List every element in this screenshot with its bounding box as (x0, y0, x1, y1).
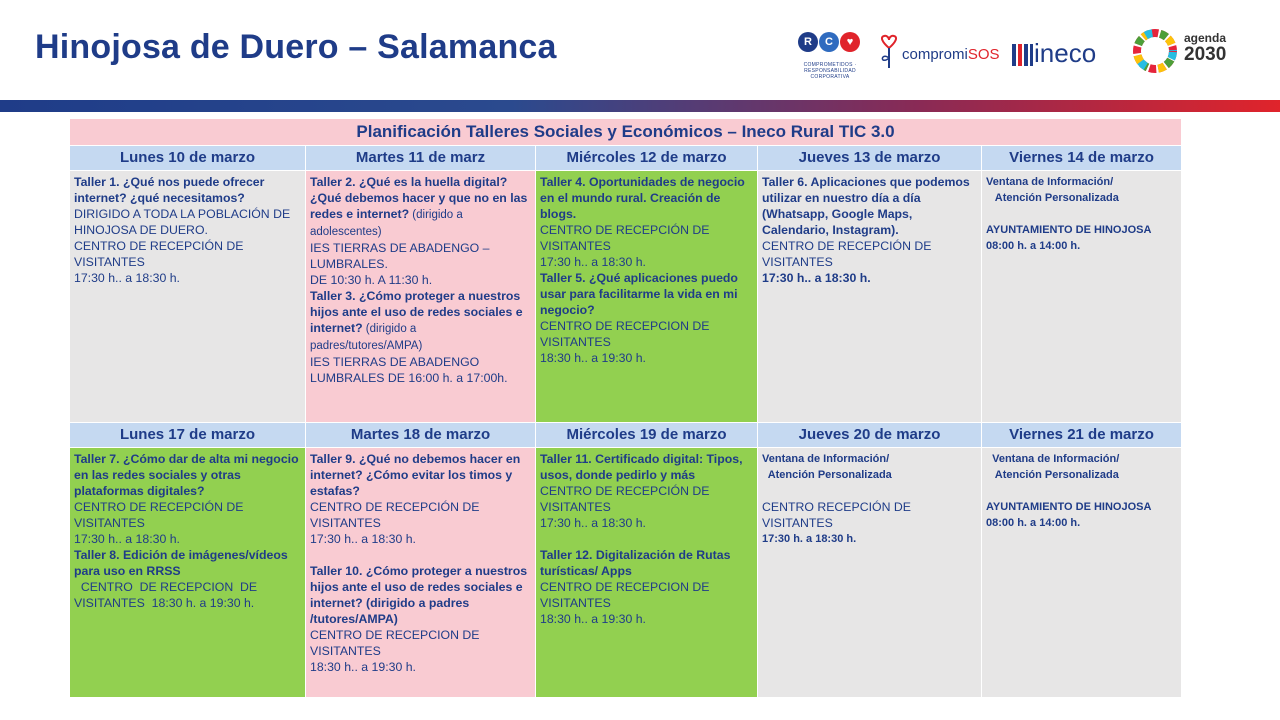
taller-9-title: Taller 9. ¿Qué no debemos hacer en internet? ¿Cómo evitar los timos y estafas? (310, 452, 521, 498)
taller-8-place-time: CENTRO DE RECEPCION DE VISITANTES 18:30 h. a 19:30 h. (74, 580, 261, 610)
agenda-text: agenda 2030 (1184, 31, 1227, 65)
taller-1-audience: DIRIGIDO A TODA LA POBLACIÓN DE HINOJOSA DE DUERO. (74, 207, 291, 237)
schedule-table (69, 118, 1182, 698)
taller-5-time: 18:30 h.. a 19:30 h. (540, 351, 646, 365)
taller-4-title: Taller 4. Oportunidades de negocio en el mundo rural. Creación de blogs. (540, 175, 745, 221)
rc-subtitle: COMPROMETIDOS · RESPONSABILIDAD CORPORATIVA (803, 62, 857, 80)
taller-2-time: DE 10:30 h. A 11:30 h. (310, 273, 433, 287)
taller-10-time: 18:30 h.. a 19:30 h. (310, 660, 416, 674)
taller-10-title: Taller 10. ¿Cómo proteger a nuestros hijos ante el uso de redes sociales e internet? (dirigido a padres /tutores/AMPA) (310, 564, 528, 626)
taller-3-title: Taller 3. ¿Cómo proteger a nuestros hijos ante el uso de redes sociales e internet? (310, 289, 523, 335)
schedule-header: Planificación Talleres Sociales y Económicos – Ineco Rural TIC 3.0 (70, 119, 1182, 146)
rc-logo (796, 32, 866, 78)
cell-wed-19 (536, 448, 758, 698)
week2-day-row (70, 423, 1182, 448)
taller-4-time: 17:30 h.. a 18:30 h. (540, 255, 646, 269)
day-header-wed-12: Miércoles 12 de marzo (536, 146, 758, 171)
heart-flower-icon (878, 34, 900, 70)
day-header-fri-21: Viernes 21 de marzo (982, 423, 1182, 448)
taller-12-place: CENTRO DE RECEPCION DE VISITANTES (540, 580, 710, 610)
personal-attention-label: Atención Personalizada (986, 469, 1119, 481)
taller-7-place: CENTRO DE RECEPCIÓN DE VISITANTES (74, 500, 244, 530)
taller-2-title: Taller 2. ¿Qué es la huella digital? ¿Qué debemos hacer y que no en las redes e internet? (310, 175, 528, 221)
taller-1-title: Taller 1. ¿Qué nos puede ofrecer internet? ¿qué necesitamos? (74, 175, 265, 205)
taller-11-title: Taller 11. Certificado digital: Tipos, usos, donde pedirlo y más (540, 452, 743, 482)
taller-6-time: 17:30 h.. a 18:30 h. (762, 271, 871, 285)
info-window-label: Ventana de Información/ (762, 453, 890, 465)
taller-6-title: Taller 6. Aplicaciones que podemos utilizar en nuestro día a día (Whatsapp, Google Maps, Calendario, Instagram). (762, 175, 970, 237)
taller-12-title: Taller 12. Digitalización de Rutas turísticas/ Apps (540, 548, 731, 578)
partner-logos (790, 26, 1260, 80)
cell-fri-14 (982, 171, 1182, 423)
taller-7-time: 17:30 h.. a 18:30 h. (74, 532, 180, 546)
taller-6-place: CENTRO DE RECEPCIÓN DE VISITANTES (762, 239, 932, 269)
color-band (0, 100, 1280, 112)
sdg-wheel-icon (1132, 28, 1178, 74)
thu-20-time: 17:30 h. a 18:30 h. (762, 533, 857, 545)
day-header-tue-11: Martes 11 de marz (306, 146, 536, 171)
cell-mon-10 (70, 171, 306, 423)
taller-1-place: CENTRO DE RECEPCIÓN DE VISITANTES (74, 239, 244, 269)
cell-thu-20 (758, 448, 982, 698)
ineco-text: ineco (1034, 38, 1097, 68)
fri-21-time: 08:00 h. a 14:00 h. (986, 517, 1081, 529)
taller-5-place: CENTRO DE RECEPCION DE VISITANTES (540, 319, 710, 349)
taller-5-title: Taller 5. ¿Qué aplicaciones puedo usar para facilitarme la vida en mi negocio? (540, 271, 738, 317)
fri-21-place: AYUNTAMIENTO DE HINOJOSA (986, 501, 1152, 513)
taller-3-place: IES TIERRAS DE ABADENGO LUMBRALES DE 16:00 h. a 17:00h. (310, 355, 508, 385)
taller-1-time: 17:30 h.. a 18:30 h. (74, 271, 180, 285)
info-window-label: Ventana de Información/ (986, 453, 1120, 465)
taller-9-place: CENTRO DE RECEPCIÓN DE VISITANTES (310, 500, 480, 530)
taller-12-time: 18:30 h.. a 19:30 h. (540, 612, 646, 626)
rc-letter-r: R (798, 32, 818, 52)
taller-11-place: CENTRO DE RECEPCIÓN DE VISITANTES (540, 484, 710, 514)
page-title: Hinojosa de Duero – Salamanca (35, 28, 557, 66)
taller-2-place: IES TIERRAS DE ABADENGO – LUMBRALES. (310, 241, 490, 271)
personal-attention-label: Atención Personalizada (986, 192, 1119, 204)
taller-7-title: Taller 7. ¿Cómo dar de alta mi negocio en las redes sociales y otras plataformas digitales? (74, 452, 299, 498)
cell-fri-21 (982, 448, 1182, 698)
week1-content-row (70, 171, 1182, 423)
day-header-mon-10: Lunes 10 de marzo (70, 146, 306, 171)
info-window-label: Ventana de Información/ (986, 176, 1114, 188)
cell-tue-11 (306, 171, 536, 423)
cell-thu-13 (758, 171, 982, 423)
taller-3-note: (dirigido a padres/tutores/AMPA) (310, 323, 423, 352)
cell-tue-18 (306, 448, 536, 698)
day-header-mon-17: Lunes 17 de marzo (70, 423, 306, 448)
week1-day-row (70, 146, 1182, 171)
taller-10-place: CENTRO DE RECEPCION DE VISITANTES (310, 628, 480, 658)
day-header-wed-19: Miércoles 19 de marzo (536, 423, 758, 448)
cell-wed-12 (536, 171, 758, 423)
day-header-thu-20: Jueves 20 de marzo (758, 423, 982, 448)
week2-content-row (70, 448, 1182, 698)
fri-14-place: AYUNTAMIENTO DE HINOJOSA (986, 224, 1152, 236)
ineco-logo (1012, 34, 1122, 74)
taller-9-time: 17:30 h.. a 18:30 h. (310, 532, 416, 546)
comprosos-logo (878, 34, 998, 74)
day-header-thu-13: Jueves 13 de marzo (758, 146, 982, 171)
rc-letter-c: C (819, 32, 839, 52)
taller-8-title: Taller 8. Edición de imágenes/vídeos para uso en RRSS (74, 548, 288, 578)
day-header-tue-18: Martes 18 de marzo (306, 423, 536, 448)
taller-11-time: 17:30 h.. a 18:30 h. (540, 516, 646, 530)
taller-4-place: CENTRO DE RECEPCIÓN DE VISITANTES (540, 223, 710, 253)
cell-mon-17 (70, 448, 306, 698)
agenda2030-logo (1132, 26, 1242, 80)
thu-20-place: CENTRO RECEPCIÓN DE VISITANTES (762, 500, 911, 530)
personal-attention-label: Atención Personalizada (762, 469, 892, 481)
fri-14-time: 08:00 h. a 14:00 h. (986, 240, 1081, 252)
ineco-stripes-icon (1012, 44, 1034, 66)
comprosos-text: compromiSOS (902, 46, 1000, 63)
taller-2-note: (dirigido a adolescentes) (310, 209, 463, 238)
rc-heart-icon: ♥ (840, 32, 860, 52)
day-header-fri-14: Viernes 14 de marzo (982, 146, 1182, 171)
